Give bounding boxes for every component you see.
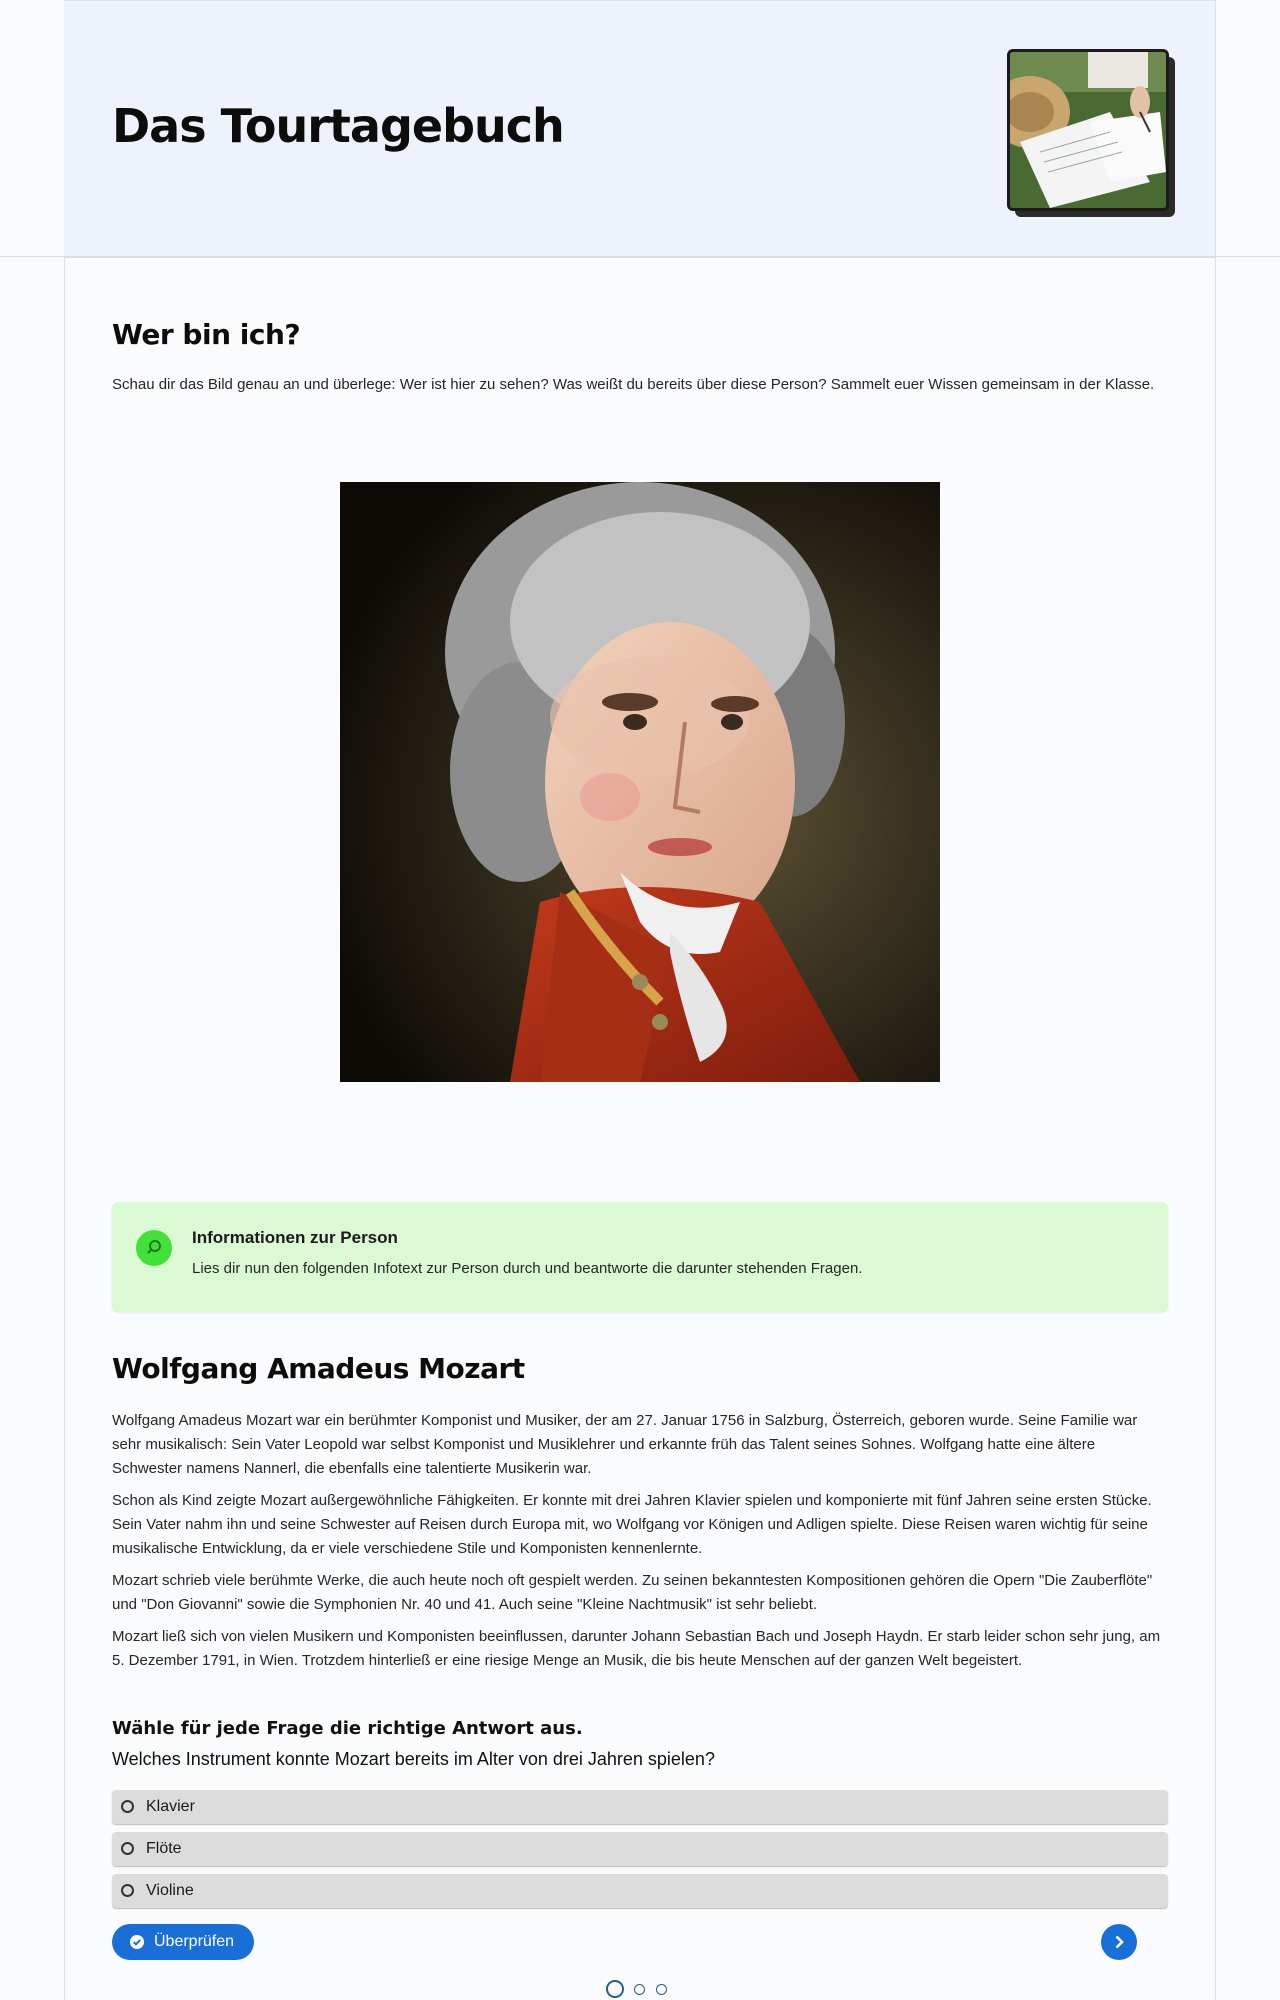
quiz-question: Welches Instrument konnte Mozart bereits im Alter von drei Jahren spielen? (112, 1749, 715, 1769)
mozart-portrait-image (340, 482, 940, 1082)
header-divider (0, 256, 1280, 257)
check-circle-icon (130, 1935, 144, 1949)
quiz-option-2[interactable] (112, 1832, 1168, 1866)
frame-border-right (1215, 0, 1216, 2000)
check-answers-button[interactable] (112, 1924, 254, 1960)
check-button-label: Überprüfen (154, 1933, 235, 1950)
article-paragraph-4: Mozart ließ sich von vielen Musikern und Komponisten beeinflussen, darunter Johann Sebastian Bach und Joseph Haydn. Er starb leider schon sehr jung, am 5. Dezember 1791, in Wien. Trotzdem hinterließ er eine riesige Menge an Musik, die bis heute Menschen auf der ganzen Welt begeistert. (112, 1628, 1161, 1669)
quiz-option-label: Flöte (146, 1840, 182, 1857)
pagination-dot[interactable] (656, 1984, 667, 1995)
article-paragraph-2: Schon als Kind zeigte Mozart außergewöhnliche Fähigkeiten. Er konnte mit drei Jahren Klavier spielen und komponierte mit fünf Jahren seine ersten Stücke. Sein Vater nahm ihn und seine Schwester auf Reisen durch Europa mit, wo Wolfgang vor Königen und Adligen spielte. Diese Reisen waren wichtig für seine musikalische Entwicklung, da er viele verschiedene Stile und Komponisten kennenlernte. (112, 1492, 1152, 1557)
intro-text: Schau dir das Bild genau an und überlege: Wer ist hier zu sehen? Was weißt du bereits über diese Person? Sammelt euer Wissen gemeinsam in der Klasse. (112, 376, 1155, 393)
frame-border-left (64, 0, 65, 2000)
info-text: Lies dir nun den folgenden Infotext zur Person durch und beantworte die darunter stehenden Fragen. (192, 1260, 863, 1277)
quiz-option-3[interactable] (112, 1874, 1168, 1908)
article-heading: Wolfgang Amadeus Mozart (112, 1352, 525, 1385)
page-title: Das Tourtagebuch (112, 99, 564, 153)
pagination-dot[interactable] (634, 1984, 645, 1995)
info-title: Informationen zur Person (192, 1228, 398, 1247)
diary-writing-image (1007, 49, 1169, 211)
radio-button-icon[interactable] (121, 1884, 134, 1897)
article-paragraph-1: Wolfgang Amadeus Mozart war ein berühmter Komponist und Musiker, der am 27. Januar 1756 in Salzburg, Österreich, geboren wurde. Seine Familie war sehr musikalisch: Sein Vater Leopold war selbst Komponist und Musiklehrer und erkannte früh das Talent seines Sohnes. Wolfgang hatte eine ältere Schwester namens Nannerl, die ebenfalls eine talentierte Musikerin war. (112, 1412, 1138, 1477)
quiz-option-label: Violine (146, 1882, 194, 1899)
article-section (112, 1352, 1168, 1673)
quiz-option-1[interactable] (112, 1790, 1168, 1824)
pagination-dots (606, 1980, 676, 1998)
intro-heading: Wer bin ich? (112, 318, 301, 351)
intro-section (112, 318, 1168, 397)
info-callout (112, 1202, 1168, 1312)
quiz-instruction: Wähle für jede Frage die richtige Antwort aus. (112, 1718, 583, 1739)
pagination-dot-active[interactable] (606, 1980, 624, 1998)
search-icon (136, 1230, 172, 1266)
quiz-header (112, 1718, 1168, 1770)
quiz-option-label: Klavier (146, 1798, 195, 1815)
radio-button-icon[interactable] (121, 1842, 134, 1855)
radio-button-icon[interactable] (121, 1800, 134, 1813)
chevron-right-icon (1111, 1934, 1127, 1950)
page-header (64, 0, 1215, 258)
next-button[interactable] (1101, 1924, 1137, 1960)
article-paragraph-3: Mozart schrieb viele berühmte Werke, die auch heute noch oft gespielt werden. Zu seinen bekanntesten Kompositionen gehören die Opern "Die Zauberflöte" und "Don Giovanni" sowie die Symphonien Nr. 40 und 41. Auch seine "Kleine Nachtmusik" ist sehr beliebt. (112, 1572, 1153, 1613)
